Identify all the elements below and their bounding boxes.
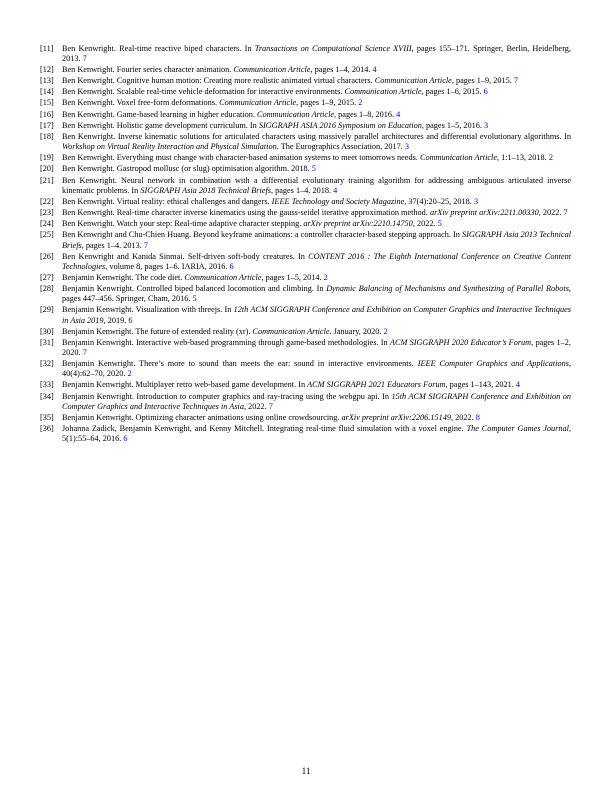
reference-text-segment: , pages 1–5, 2014.	[261, 272, 324, 282]
backref-link[interactable]: 6	[128, 315, 133, 325]
reference-number: [25]	[40, 230, 54, 240]
reference-text	[62, 230, 571, 249]
reference-entry	[40, 153, 571, 163]
reference-text-segment: Ben Kenwright. Real-time character inverse kinematics using the gauss-seidel iterative approximation method.	[62, 208, 430, 218]
reference-venue: 12th ACM SIGGRAPH Conference and Exhibition on Computer Graphics and Interactive Techniques in Asia 2019	[62, 305, 571, 325]
reference-text-segment: , 2022.	[538, 208, 564, 218]
reference-venue: Communication Article	[344, 87, 422, 97]
reference-entry	[40, 110, 571, 120]
backref-link[interactable]: 7	[513, 75, 519, 85]
reference-venue: ACM SIGGRAPH 2020 Educator’s Forum	[389, 337, 532, 347]
reference-entry	[40, 44, 571, 64]
backref-link[interactable]: 3	[473, 196, 479, 206]
backref-link[interactable]: 7	[82, 348, 87, 357]
reference-venue: arXiv preprint arXiv:2210.14750	[303, 219, 413, 229]
reference-number: [18]	[40, 131, 54, 141]
reference-number: [22]	[40, 196, 54, 206]
reference-text-segment: Benjamin Kenwright. Introduction to computer graphics and ray-tracing using the webgpu api. In	[62, 391, 392, 401]
reference-text-segment: , pages 1–9, 2015.	[296, 98, 359, 108]
reference-text-segment: Ben Kenwright. Virtual reality: ethical challenges and dangers.	[62, 196, 272, 206]
backref-link[interactable]: 2	[358, 98, 363, 108]
reference-text-segment: Ben Kenwright. Watch your step: Real-time adaptive character stepping.	[62, 219, 304, 229]
reference-text-segment: , pages 1–143, 2021.	[445, 380, 516, 390]
reference-text-segment: , 2022.	[451, 412, 476, 422]
reference-text	[62, 132, 571, 151]
backref-link[interactable]: 4	[333, 185, 338, 195]
reference-text-segment: Benjamin Kenwright. Visualization with threejs. In	[62, 305, 234, 315]
reference-entry	[40, 327, 571, 337]
reference-venue: SIGGRAPH Asia 2013 Technical Briefs	[62, 230, 571, 250]
reference-venue: SIGGRAPH ASIA 2016 Symposium on Education	[258, 120, 422, 130]
reference-text-segment: Ben Kenwright and Chu-Chien Huang. Beyond keyframe animations: a controller character-based stepping approach. In	[62, 230, 463, 240]
reference-entry	[40, 176, 571, 196]
reference-text-segment: , pages 155–171. Springer, Berlin, Heidelberg, 2013.	[62, 43, 571, 63]
reference-venue: Transactions on Computational Science XVIII	[254, 43, 412, 53]
reference-entry	[40, 413, 571, 423]
reference-text	[62, 44, 571, 63]
backref-link[interactable]: 5	[437, 219, 442, 229]
reference-text-segment: Benjamin Kenwright. The future of extended reality (xr).	[62, 326, 253, 336]
reference-number: [11]	[40, 43, 54, 53]
reference-text-segment: Ben Kenwright. Scalable real-time vehicle deformation for interactive environments.	[62, 87, 345, 97]
reference-text-segment: Ben Kenwright. Voxel free-form deformations.	[62, 98, 220, 108]
reference-text	[62, 392, 571, 411]
reference-entry	[40, 87, 571, 97]
backref-link[interactable]: 4	[396, 109, 401, 119]
backref-link[interactable]: 6	[483, 87, 488, 97]
reference-text-segment: Ben Kenwright. Inverse kinematic solutions for articulated characters using massively parallel architectures and differential evolutionary algorithms. In	[62, 131, 571, 141]
reference-entry	[40, 252, 571, 272]
reference-number: [21]	[40, 175, 54, 185]
backref-link[interactable]: 7	[82, 53, 87, 63]
reference-number: [36]	[40, 424, 54, 434]
reference-entry	[40, 359, 571, 379]
reference-number: [19]	[40, 153, 54, 163]
reference-entry	[40, 284, 571, 304]
reference-number: [16]	[40, 109, 54, 119]
backref-link[interactable]: 7	[143, 240, 148, 250]
reference-text	[62, 359, 571, 378]
reference-text	[62, 76, 514, 85]
reference-text-segment: . The Eurographics Association, 2017.	[276, 142, 405, 151]
reference-text	[62, 252, 571, 271]
reference-text	[62, 65, 373, 74]
reference-entry	[40, 164, 571, 174]
backref-link[interactable]: 7	[268, 401, 273, 411]
backref-link[interactable]: 7	[563, 208, 568, 218]
reference-text	[62, 424, 571, 443]
reference-entry	[40, 230, 571, 250]
reference-text-segment: Ben Kenwright. Neural network in combination with a differential evolutionary training algorithm for addressing ambiguous articulated inverse kinematic problems. In	[62, 175, 571, 195]
reference-text	[62, 219, 438, 228]
reference-venue: SIGGRAPH Asia 2018 Technical Briefs	[140, 185, 271, 195]
reference-text	[62, 380, 516, 389]
reference-venue: Communication Article	[374, 75, 452, 85]
reference-entry	[40, 392, 571, 412]
reference-text-segment: , 5(1):55–64, 2016.	[62, 424, 571, 444]
reference-text-segment: Ben Kenwright. Cognitive human motion: Creating more realistic animated virtual characters.	[62, 75, 375, 85]
reference-entry	[40, 76, 571, 86]
reference-text-segment: , pages 1–2, 2020.	[62, 337, 571, 357]
reference-text	[62, 208, 564, 217]
reference-number: [23]	[40, 208, 54, 218]
backref-link[interactable]: 3	[404, 142, 410, 151]
reference-text-segment: , pages 1–4. 2013.	[81, 240, 144, 250]
reference-venue: IEEE Computer Graphics and Applications	[417, 359, 569, 369]
reference-venue: IEEE Technology and Society Magazine	[271, 196, 405, 206]
reference-entry	[40, 305, 571, 325]
reference-number: [17]	[40, 120, 54, 130]
reference-venue: Communication Article	[233, 64, 311, 74]
reference-number: [30]	[40, 326, 54, 336]
reference-text-segment: , 40(4):62–70, 2020.	[62, 359, 571, 379]
reference-number: [26]	[40, 251, 54, 261]
reference-text-segment: , pages 447–456. Springer, Cham, 2016.	[62, 284, 571, 304]
reference-number: [14]	[40, 87, 54, 97]
reference-entry	[40, 132, 571, 152]
reference-text-segment: Benjamin Kenwright. Controlled biped balanced locomotion and climbing. In	[62, 284, 327, 294]
reference-entry	[40, 208, 571, 218]
reference-text-segment: . January, 2020.	[329, 326, 384, 336]
reference-text-segment: Ben Kenwright. Gastropod mollusc (or slug) optimisation algorithm. 2018.	[62, 164, 312, 174]
backref-link[interactable]: 6	[123, 434, 128, 444]
reference-text-segment: , 2019.	[103, 315, 129, 325]
backref-link[interactable]: 3	[484, 120, 489, 130]
reference-text-segment: , pages 1–4, 2014.	[310, 64, 373, 74]
reference-text	[62, 327, 384, 336]
reference-number: [28]	[40, 284, 54, 294]
reference-text-segment: , pages 1–8, 2016.	[334, 109, 397, 119]
reference-entry	[40, 219, 571, 229]
reference-text-segment: Benjamin Kenwright. Interactive web-based programming through game-based methodologies. In	[62, 337, 390, 347]
backref-link[interactable]: 4	[372, 64, 377, 74]
reference-text	[62, 87, 484, 96]
reference-entry	[40, 424, 571, 444]
reference-text-segment: , 2022.	[243, 401, 269, 411]
reference-number: [13]	[40, 75, 54, 85]
reference-text-segment: , pages 1–9, 2015.	[451, 75, 514, 85]
reference-text-segment: , volume 8, pages 1–6. IARIA, 2016.	[105, 261, 230, 271]
reference-entry	[40, 197, 571, 207]
backref-link[interactable]: 2	[548, 153, 553, 163]
reference-text-segment: Benjamin Kenwright. The code diet.	[62, 272, 185, 282]
backref-link[interactable]: 4	[515, 380, 521, 390]
reference-number: [35]	[40, 412, 54, 422]
reference-number: [20]	[40, 164, 54, 174]
reference-text	[62, 164, 312, 173]
reference-text-segment: , pages 1–5, 2016.	[421, 120, 484, 130]
reference-text-segment: Benjamin Kenwright. Multiplayer retro web-based game development. In	[62, 380, 308, 390]
reference-text-segment: Ben Kenwright. Game-based learning in higher education.	[62, 109, 257, 119]
reference-text-segment: , 2022.	[412, 219, 438, 229]
backref-link[interactable]: 2	[323, 272, 328, 282]
reference-number: [15]	[40, 98, 54, 108]
reference-text	[62, 413, 476, 422]
reference-text-segment: , pages 1–6, 2015.	[421, 87, 484, 97]
reference-text-segment: , 37(4):20–25, 2018.	[404, 196, 474, 206]
reference-number: [27]	[40, 272, 54, 282]
reference-text	[62, 110, 396, 119]
reference-venue: arXiv preprint arXiv:2211.00330	[429, 208, 539, 218]
page-number: 11	[301, 766, 311, 776]
reference-list	[40, 44, 571, 446]
backref-link[interactable]: 5	[192, 294, 197, 304]
reference-text	[62, 121, 484, 130]
backref-link[interactable]: 5	[311, 164, 316, 174]
reference-number: [31]	[40, 337, 54, 347]
reference-number: [33]	[40, 380, 54, 390]
reference-text-segment: Johanna Zadick, Benjamin Kenwright, and Kenny Mitchell. Integrating real-time fluid simulation with a voxel engine.	[62, 424, 467, 434]
reference-venue: Communication Article	[219, 98, 297, 108]
reference-venue: Communication Article	[252, 326, 330, 336]
reference-venue: Dynamic Balancing of Mechanisms and Synthesizing of Parallel Robots	[326, 284, 569, 294]
backref-link[interactable]: 8	[475, 412, 480, 422]
reference-text-segment: , 1:1–13, 2018.	[497, 153, 549, 163]
reference-text-segment: Ben Kenwright. Real-time reactive biped characters. In	[62, 43, 255, 53]
reference-text	[62, 197, 474, 206]
reference-number: [24]	[40, 219, 54, 229]
reference-entry	[40, 65, 571, 75]
reference-number: [29]	[40, 305, 54, 315]
reference-text-segment: Ben Kenwright and Kanida Sinmai. Self-driven soft-body creatures. In	[62, 251, 309, 261]
reference-text-segment: Benjamin Kenwright. Optimizing character animations using online crowdsourcing.	[62, 412, 342, 422]
reference-venue: Workshop on Virtual Reality Interaction and Physical Simulation	[62, 142, 277, 151]
reference-text-segment: Ben Kenwright. Fourier series character animation.	[62, 64, 234, 74]
reference-text	[62, 338, 571, 357]
reference-venue: ACM SIGGRAPH 2021 Educators Forum	[307, 380, 446, 390]
reference-text-segment: Ben Kenwright. Holistic game development curriculum. In	[62, 120, 259, 130]
reference-text	[62, 176, 571, 195]
reference-venue: Communication Article	[256, 109, 335, 119]
reference-venue: 15th ACM SIGGRAPH Conference and Exhibition on Computer Graphics and Interactive Techniques in Asia	[62, 391, 572, 411]
reference-number: [34]	[40, 391, 54, 401]
reference-text	[62, 273, 324, 282]
reference-text-segment: Ben Kenwright. Everything must change with character-based animation systems to meet tomorrows needs.	[62, 153, 420, 163]
reference-venue: CONTENT 2016 : The Eighth International Conference on Creative Content Technologies	[62, 251, 572, 271]
reference-text	[62, 305, 571, 324]
reference-entry	[40, 338, 571, 358]
reference-entry	[40, 380, 571, 390]
reference-number: [32]	[40, 359, 54, 369]
backref-link[interactable]: 6	[229, 261, 234, 271]
reference-text-segment: , pages 1–4. 2018.	[270, 185, 334, 195]
reference-venue: Communication Article	[419, 153, 498, 163]
backref-link[interactable]: 2	[383, 326, 388, 336]
reference-number: [12]	[40, 64, 54, 74]
reference-venue: arXiv preprint arXiv:2206.15149	[341, 412, 451, 422]
reference-entry	[40, 121, 571, 131]
reference-text	[62, 284, 571, 303]
reference-venue: The Computer Games Journal	[466, 424, 569, 434]
reference-venue: Communication Article	[184, 272, 262, 282]
reference-entry	[40, 273, 571, 283]
backref-link[interactable]: 2	[127, 369, 132, 379]
reference-text-segment: Benjamin Kenwright. There’s more to sound than meets the ear: sound in interactive environments.	[62, 359, 418, 369]
reference-text	[62, 153, 549, 162]
reference-text	[62, 98, 358, 107]
reference-entry	[40, 98, 571, 108]
